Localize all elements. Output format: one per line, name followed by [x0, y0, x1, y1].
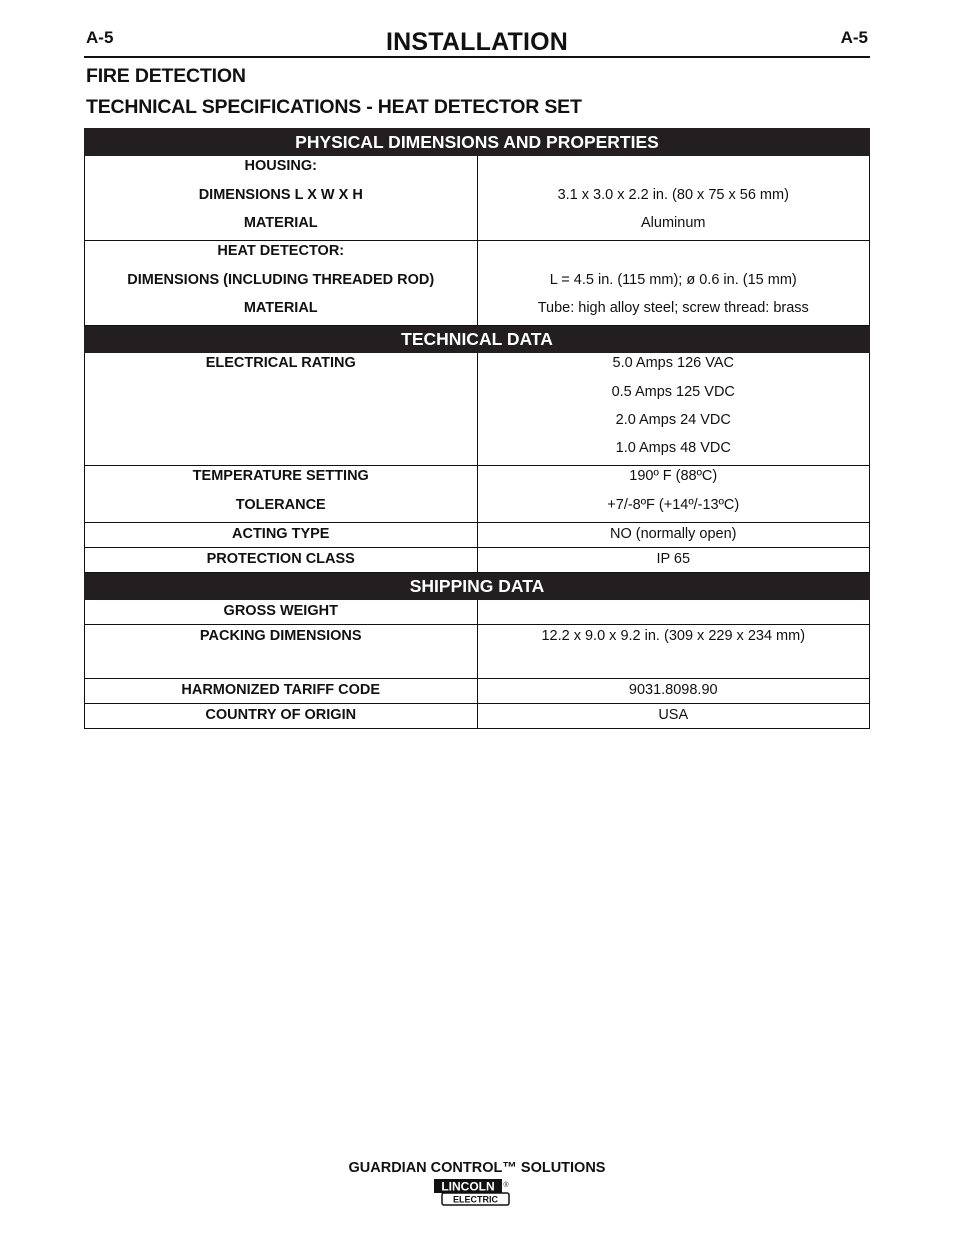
tolerance-label: TOLERANCE	[235, 497, 326, 513]
technical-header: TECHNICAL DATA	[85, 326, 870, 353]
acting-value-cell	[477, 523, 870, 548]
protection-label-cell	[85, 548, 478, 573]
table-row	[85, 600, 870, 625]
detector-material-label: MATERIAL	[243, 300, 318, 316]
shipping-header: SHIPPING DATA	[85, 573, 870, 600]
table-header-row	[85, 326, 870, 353]
tariff-value: 9031.8098.90	[628, 682, 718, 698]
table-row	[85, 679, 870, 704]
detector-dim-value: L = 4.5 in. (115 mm); ø 0.6 in. (15 mm)	[549, 272, 797, 288]
title-rule	[84, 56, 870, 58]
lincoln-electric-logo	[433, 1178, 511, 1206]
table-row	[85, 548, 870, 573]
protection-value-cell	[477, 548, 870, 573]
housing-dim-label: DIMENSIONS L X W X H	[198, 187, 363, 203]
housing-material-label: MATERIAL	[243, 215, 318, 231]
page-title: INSTALLATION	[385, 28, 568, 56]
tariff-value-cell	[477, 679, 870, 704]
weight-label-cell	[85, 600, 478, 625]
table-header-row	[85, 573, 870, 600]
logo-bottom-text: ELECTRIC	[453, 1194, 498, 1205]
detector-value-cell	[477, 241, 870, 326]
table-row	[85, 625, 870, 679]
page-number-left: A-5	[86, 28, 114, 47]
table-row	[85, 156, 870, 241]
origin-value-cell	[477, 704, 870, 729]
tariff-label: HARMONIZED TARIFF CODE	[181, 682, 381, 698]
spec-table	[84, 128, 870, 729]
packing-value: 12.2 x 9.0 x 9.2 in. (309 x 229 x 234 mm)	[541, 628, 806, 644]
detector-label: HEAT DETECTOR:	[217, 243, 345, 259]
housing-label: HOUSING:	[244, 158, 317, 174]
temperature-value-cell	[477, 466, 870, 523]
table-row	[85, 241, 870, 326]
logo-top-text: LINCOLN	[441, 1179, 495, 1194]
electrical-value: 5.0 Amps 126 VAC	[612, 355, 734, 371]
acting-label-cell	[85, 523, 478, 548]
electrical-value: 2.0 Amps 24 VDC	[615, 412, 731, 428]
packing-label-cell	[85, 625, 478, 679]
tolerance-value: +7/-8ºF (+14º/-13ºC)	[607, 497, 740, 513]
weight-label: GROSS WEIGHT	[223, 603, 338, 619]
logo-registered-mark: ®	[503, 1182, 509, 1189]
table-row	[85, 353, 870, 466]
detector-label-cell	[85, 241, 478, 326]
detector-material-value: Tube: high alloy steel; screw thread: brass	[537, 300, 809, 316]
electrical-value-cell	[477, 353, 870, 466]
protection-value: IP 65	[656, 551, 691, 567]
subsection-heading: TECHNICAL SPECIFICATIONS - HEAT DETECTOR SET	[86, 96, 582, 118]
section-heading: FIRE DETECTION	[86, 65, 246, 87]
weight-value	[478, 600, 870, 624]
origin-label-cell	[85, 704, 478, 729]
tariff-label-cell	[85, 679, 478, 704]
origin-label: COUNTRY OF ORIGIN	[205, 707, 357, 723]
temperature-value: 190º F (88ºC)	[629, 468, 718, 484]
detector-dim-label: DIMENSIONS (INCLUDING THREADED ROD)	[127, 272, 435, 288]
packing-value-cell	[477, 625, 870, 679]
temperature-label-cell	[85, 466, 478, 523]
packing-label: PACKING DIMENSIONS	[199, 628, 362, 644]
weight-value-cell	[477, 600, 870, 625]
table-row	[85, 466, 870, 523]
electrical-label: ELECTRICAL RATING	[205, 355, 356, 371]
acting-label: ACTING TYPE	[232, 526, 330, 542]
electrical-value: 1.0 Amps 48 VDC	[615, 440, 731, 456]
acting-value: NO (normally open)	[609, 526, 737, 542]
electrical-label-cell	[85, 353, 478, 466]
temperature-label: TEMPERATURE SETTING	[192, 468, 369, 484]
footer-product-name: GUARDIAN CONTROL™ SOLUTIONS	[348, 1160, 606, 1176]
housing-label-cell	[85, 156, 478, 241]
electrical-value: 0.5 Amps 125 VDC	[611, 384, 735, 400]
housing-material-value: Aluminum	[641, 215, 706, 231]
housing-dim-value: 3.1 x 3.0 x 2.2 in. (80 x 75 x 56 mm)	[557, 187, 789, 203]
table-row	[85, 704, 870, 729]
table-row	[85, 523, 870, 548]
housing-value-cell	[477, 156, 870, 241]
origin-value: USA	[658, 707, 689, 723]
physical-header: PHYSICAL DIMENSIONS AND PROPERTIES	[85, 129, 870, 156]
table-header-row	[85, 129, 870, 156]
protection-label: PROTECTION CLASS	[206, 551, 355, 567]
page-number-right: A-5	[840, 28, 868, 47]
